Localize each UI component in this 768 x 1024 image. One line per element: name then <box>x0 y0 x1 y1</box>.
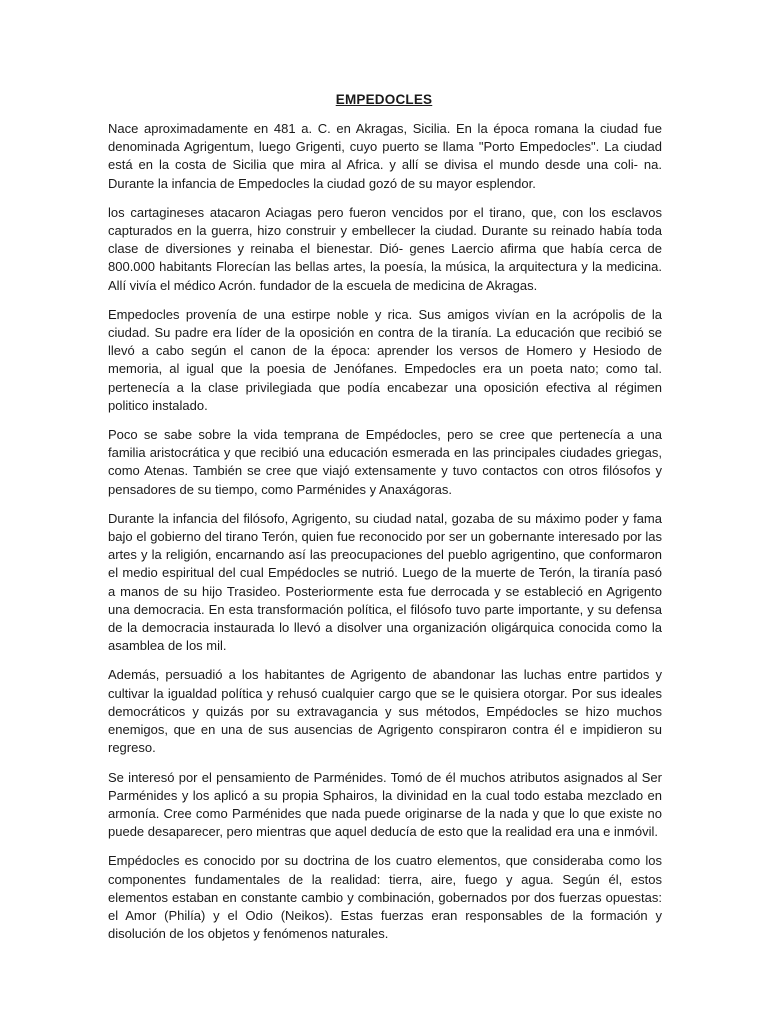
paragraph-4: Poco se sabe sobre la vida temprana de Empédocles, pero se cree que pertenecía a una familia aristocrática y que recibió una educación esmerada en las principales ciudades griegas, como Atenas. También se cree que viajó extensamente y tuvo contactos con otros filósofos y pensadores de su tiempo, como Parménides y Anaxágoras. <box>108 427 662 497</box>
paragraph-5: Durante la infancia del filósofo, Agrigento, su ciudad natal, gozaba de su máximo poder y fama bajo el gobierno del tirano Terón, quien fue reconocido por ser un gobernante interesado por las artes y la religión, encarnando así las preocupaciones del pueblo agrigentino, que conformaron el medio espiritual del cual Empédocles se nutrió. Luego de la muerte de Terón, la tiranía pasó a manos de su hijo Trasideo. Posteriormente esta fue derrocada y se estableció en Agrigento una democracia. En esta transformación política, el filósofo tuvo parte importante, y su defensa de la democracia instaurada lo llevó a disolver una organización oligárquica conocida como la asamblea de los mil. <box>108 510 662 654</box>
paragraph-3: Empedocles provenía de una estirpe noble y rica. Sus amigos vivían en la acrópolis de la ciudad. Su padre era líder de la oposición en contra de la tiranía. La educación que recibió se llevó a cabo según el canon de la época: aprender los versos de Homero y Hesiodo de memoria, al igual que la poesia de Jenófanes. Empedocles era un poeta nato; como tal. pertenecía a la clase privilegiada que podía encabezar una oposición efectiva al régimen politico instalado. <box>108 306 662 413</box>
document-title: EMPEDOCLES <box>335 92 433 107</box>
paragraph-1: Nace aproximadamente en 481 a. C. en Akragas, Sicilia. En la época romana la ciudad fue denominada Agrigentum, luego Grigenti, cuyo puerto se llama "Porto Empedocles". La ciudad está en la costa de Sicilia que mira al Africa. y allí se divisa el mundo desde una coli- na. Durante la infancia de Empedocles la ciudad gozó de su mayor esplendor. <box>108 121 662 191</box>
paragraph-8: Empédocles es conocido por su doctrina de los cuatro elementos, que consideraba como los componentes fundamentales de la realidad: tierra, aire, fuego y agua. Según él, estos elementos estaban en constante cambio y combinación, gobernados por dos fuerzas opuestas: el Amor (Philía) y el Odio (Neikos). Estas fuerzas eran responsables de la formación y disolución de los objetos y fenómenos naturales. <box>108 853 662 942</box>
paragraph-6: Además, persuadió a los habitantes de Agrigento de abandonar las luchas entre partidos y cultivar la igualdad política y rehusó cualquier cargo que se le quisiera otorgar. Por sus ideales democráticos y quizás por su extravagancia y sus métodos, Empédocles se hizo muchos enemigos, que en una de sus ausencias de Agrigento conspiraron contra él e impidieron su regreso. <box>108 667 662 756</box>
paragraph-2: los cartagineses atacaron Aciagas pero fueron vencidos por el tirano, que, con los esclavos capturados en la guerra, hizo construir y embellecer la ciudad. Durante su reinado había toda clase de diversiones y reinaba el bienestar. Dió- genes Laercio afirma que había cerca de 800.000 habitants Florecían las bellas artes, la poesía, la música, la arquitectura y la medicina. Allí vivía el médico Acrón. fundador de la escuela de medicina de Akragas. <box>108 204 662 293</box>
paragraph-7: Se interesó por el pensamiento de Parménides. Tomó de él muchos atributos asignados al Ser Parménides y los aplicó a su propia Sphairos, la divinidad en la cual todo estaba mezclado en armonía. Cree como Parménides que nada puede originarse de la nada y que lo que existe no puede desaparecer, pero mientras que aquel deducía de esto que la realidad era una e inmóvil. <box>108 769 662 840</box>
document-body <box>108 120 662 954</box>
